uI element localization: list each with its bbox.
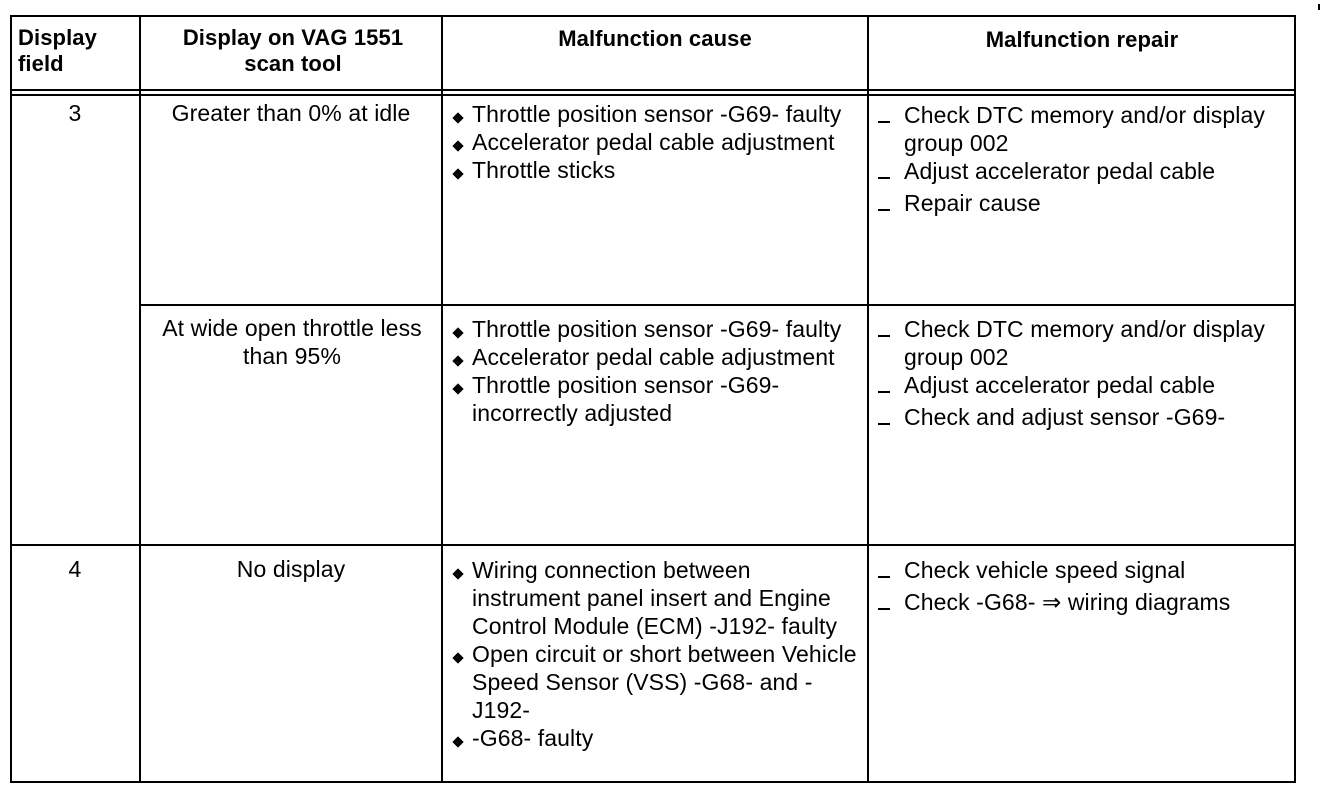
dash-icon — [878, 335, 890, 337]
bullet-diamond-icon — [452, 112, 463, 123]
repair-item: Check DTC memory and/or display group 002 — [874, 315, 1292, 371]
bullet-diamond-icon — [452, 736, 463, 747]
column-divider — [139, 17, 141, 783]
cause-item: Accelerator pedal cable adjustment — [450, 128, 864, 156]
cause-item: -G68- faulty — [450, 724, 864, 752]
repair-item: Repair cause — [874, 189, 1292, 217]
row-display-value: Greater than 0% at idle — [171, 100, 411, 126]
repair-item: Check and adjust sensor -G69- — [874, 403, 1292, 431]
column-divider — [867, 17, 869, 783]
bullet-diamond-icon — [452, 140, 463, 151]
row-divider — [141, 304, 1294, 306]
cause-item: Throttle position sensor -G69- faulty — [450, 100, 864, 128]
row-malfunction-repairs — [874, 315, 1292, 431]
cause-item: Throttle sticks — [450, 156, 864, 184]
bullet-diamond-icon — [452, 327, 463, 338]
dash-icon — [878, 121, 890, 123]
row-malfunction-repairs — [874, 556, 1292, 616]
column-divider — [441, 17, 443, 783]
cause-item: Throttle position sensor -G69- incorrectly adjusted — [450, 371, 864, 427]
repair-item: Check vehicle speed signal — [874, 556, 1292, 584]
cause-item: Throttle position sensor -G69- faulty — [450, 315, 864, 343]
dash-icon — [878, 391, 890, 393]
row-malfunction-causes — [450, 556, 864, 752]
header-display-on-tool: Display on VAG 1551 scan tool — [182, 25, 404, 76]
cause-item: Wiring connection between instrument panel insert and Engine Control Module (ECM) -J192- faulty — [450, 556, 864, 640]
dash-icon — [878, 177, 890, 179]
bullet-diamond-icon — [452, 168, 463, 179]
dash-icon — [878, 608, 890, 610]
row-display-field: 4 — [68, 556, 82, 582]
row-malfunction-causes — [450, 315, 864, 427]
bullet-diamond-icon — [452, 383, 463, 394]
header-malfunction-cause: Malfunction cause — [558, 26, 752, 51]
row-display-field: 3 — [68, 100, 82, 126]
dash-icon — [878, 423, 890, 425]
header-display-field: Display field — [18, 25, 97, 76]
row-malfunction-repairs — [874, 101, 1292, 217]
header-divider — [12, 89, 1294, 91]
cause-item: Open circuit or short between Vehicle Speed Sensor (VSS) -G68- and -J192- — [450, 640, 864, 724]
diagnostic-table — [10, 15, 1296, 783]
repair-item: Adjust accelerator pedal cable — [874, 157, 1292, 185]
bullet-diamond-icon — [452, 652, 463, 663]
scan-edge-mark — [1318, 4, 1320, 10]
repair-item: Adjust accelerator pedal cable — [874, 371, 1292, 399]
dash-icon — [878, 576, 890, 578]
row-malfunction-causes — [450, 100, 864, 184]
header-malfunction-repair: Malfunction repair — [985, 27, 1179, 52]
repair-item: Check -G68- ⇒ wiring diagrams — [874, 588, 1292, 616]
header-divider — [12, 94, 1294, 96]
bullet-diamond-icon — [452, 355, 463, 366]
repair-item: Check DTC memory and/or display group 002 — [874, 101, 1292, 157]
bullet-diamond-icon — [452, 568, 463, 579]
dash-icon — [878, 209, 890, 211]
row-display-value: No display — [236, 556, 346, 582]
cause-item: Accelerator pedal cable adjustment — [450, 343, 864, 371]
row-display-value: At wide open throttle less than 95% — [162, 315, 422, 369]
row-divider — [12, 544, 1294, 546]
